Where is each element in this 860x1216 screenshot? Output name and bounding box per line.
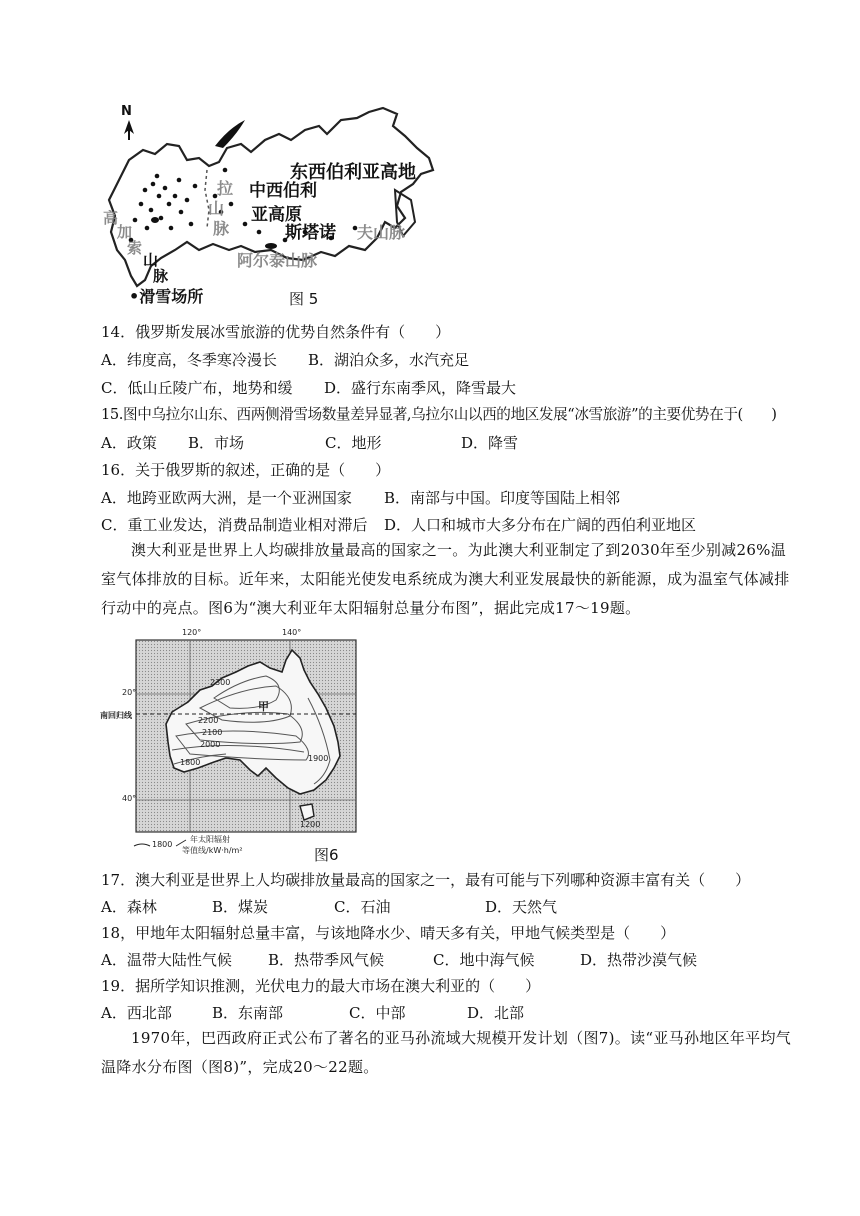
- q16-option-b[interactable]: B．南部与中国。印度等国陆上相邻: [384, 489, 621, 507]
- label-central-siberian-1: 中西伯利: [249, 181, 317, 201]
- q16-option-d[interactable]: D．人口和城市大多分布在广阔的西伯利亚地区: [384, 516, 697, 534]
- legend-text-1: 年太阳辐射: [190, 835, 230, 844]
- label-ural-la: 拉: [217, 179, 234, 198]
- isoline-2100: 2100: [202, 728, 223, 737]
- isoline-2000: 2000: [200, 740, 221, 749]
- legend-text-2: 等值线/kW·h/m²: [182, 846, 243, 855]
- q14-stem: 14．俄罗斯发展冰雪旅游的优势自然条件有（ ）: [101, 323, 451, 341]
- label-caucasus-5: 脉: [153, 267, 169, 285]
- q17-option-d[interactable]: D．天然气: [485, 898, 558, 916]
- q15-stem: 15.图中乌拉尔山东、西两侧滑雪场数量差异显著,乌拉尔山以西的地区发展“冰雪旅游”的主要优势在于( ): [101, 406, 777, 423]
- q15-option-d[interactable]: D．降雪: [461, 434, 519, 452]
- label-ural-shan: 山: [208, 199, 225, 218]
- lat-20-label: 20°: [122, 688, 137, 697]
- q19-option-d[interactable]: D．北部: [467, 1004, 525, 1022]
- q14-option-a[interactable]: A．纬度高，冬季寒冷漫长: [101, 351, 277, 369]
- lat-40-label: 40°: [122, 794, 137, 803]
- q17-stem: 17．澳大利亚是世界上人均碳排放量最高的国家之一，最有可能与下列哪种资源丰富有关（ ）: [101, 871, 751, 889]
- q18-option-a[interactable]: A．温带大陆性气候: [101, 951, 232, 969]
- legend-value: 1800: [152, 840, 173, 849]
- q14-option-d[interactable]: D．盛行东南季风，降雪最大: [324, 379, 517, 397]
- figure-6-caption: 图6: [314, 846, 339, 864]
- australia-radiation-map: [90, 628, 410, 864]
- q15-option-c[interactable]: C．地形: [325, 434, 382, 452]
- tropic-label: 南回归线: [100, 711, 132, 720]
- label-central-siberian-2: 亚高原: [251, 205, 302, 225]
- legend-ski-resorts: •滑雪场所: [129, 287, 204, 306]
- isoline-1200: 1200: [300, 820, 321, 829]
- figure-6-australia-map: [90, 628, 410, 864]
- q19-option-b[interactable]: B．东南部: [212, 1004, 284, 1022]
- q19-stem: 19．据所学知识推测，光伏电力的最大市场在澳大利亚的（ ）: [101, 977, 541, 995]
- q16-stem: 16．关于俄罗斯的叙述，正确的是（ ）: [101, 461, 391, 479]
- q19-option-c[interactable]: C．中部: [349, 1004, 406, 1022]
- q16-option-c[interactable]: C．重工业发达，消费品制造业相对滞后: [101, 516, 368, 534]
- q18-option-b[interactable]: B．热带季风气候: [268, 951, 385, 969]
- passage-australia: 澳大利亚是世界上人均碳排放量最高的国家之一。为此澳大利亚制定了到2030年至少别减26%温室气体排放的目标。近年来，太阳能光使发电系统成为澳大利亚发展最快的新能源，成为温室气体减排行动中的亮点。图6为“澳大利亚年太阳辐射总量分布图”，据此完成17～19题。: [101, 541, 790, 617]
- q15-option-b[interactable]: B．市场: [188, 434, 245, 452]
- passage-amazon: 1970年，巴西政府正式公布了著名的亚马孙流域大规模开发计划（图7)。读“亚马孙地区年平均气温降水分布图（图8)”，完成20～22题。: [101, 1029, 792, 1076]
- label-caucasus-3: 索: [127, 239, 143, 257]
- north-arrow-icon: [124, 120, 134, 140]
- label-caucasus-4: 山: [143, 251, 159, 269]
- label-stanovoy: 斯塔诺: [285, 223, 336, 243]
- q14-option-c[interactable]: C．低山丘陵广布，地势和缓: [101, 379, 293, 397]
- label-stanovoy-grey: 夫山脉: [357, 223, 406, 242]
- q14-option-b[interactable]: B．湖泊众多，水汽充足: [308, 351, 470, 369]
- place-jia-label: 甲: [258, 700, 269, 713]
- q16-option-a[interactable]: A．地跨亚欧两大洲，是一个亚洲国家: [101, 489, 352, 507]
- lon-120-label: 120°: [182, 628, 202, 637]
- isoline-1900: 1900: [308, 754, 329, 763]
- north-label: N: [121, 104, 132, 119]
- isoline-2300: 2300: [210, 678, 231, 687]
- label-ural-mai: 脉: [213, 219, 230, 238]
- q15-option-a[interactable]: A．政策: [101, 434, 157, 452]
- label-altai: 阿尔泰山脉: [237, 251, 318, 270]
- q17-option-a[interactable]: A．森林: [101, 898, 157, 916]
- isoline-1800: 1800: [180, 758, 201, 767]
- figure-5-russia-map: [95, 100, 440, 315]
- label-east-siberian-highland: 东西伯利亚高地: [290, 162, 416, 183]
- isoline-2200: 2200: [198, 716, 219, 725]
- q17-option-b[interactable]: B．煤炭: [212, 898, 269, 916]
- label-caucasus-1: 高: [103, 209, 119, 227]
- q19-option-a[interactable]: A．西北部: [101, 1004, 172, 1022]
- figure-5-caption: 图 5: [289, 290, 319, 308]
- label-caucasus-2: 加: [117, 223, 133, 241]
- lon-140-label: 140°: [282, 628, 302, 637]
- q17-option-c[interactable]: C．石油: [334, 898, 391, 916]
- q18-option-d[interactable]: D．热带沙漠气候: [580, 951, 698, 969]
- q18-option-c[interactable]: C．地中海气候: [433, 951, 535, 969]
- q18-stem: 18，甲地年太阳辐射总量丰富，与该地降水少、晴天多有关，甲地气候类型是（ ）: [101, 924, 676, 942]
